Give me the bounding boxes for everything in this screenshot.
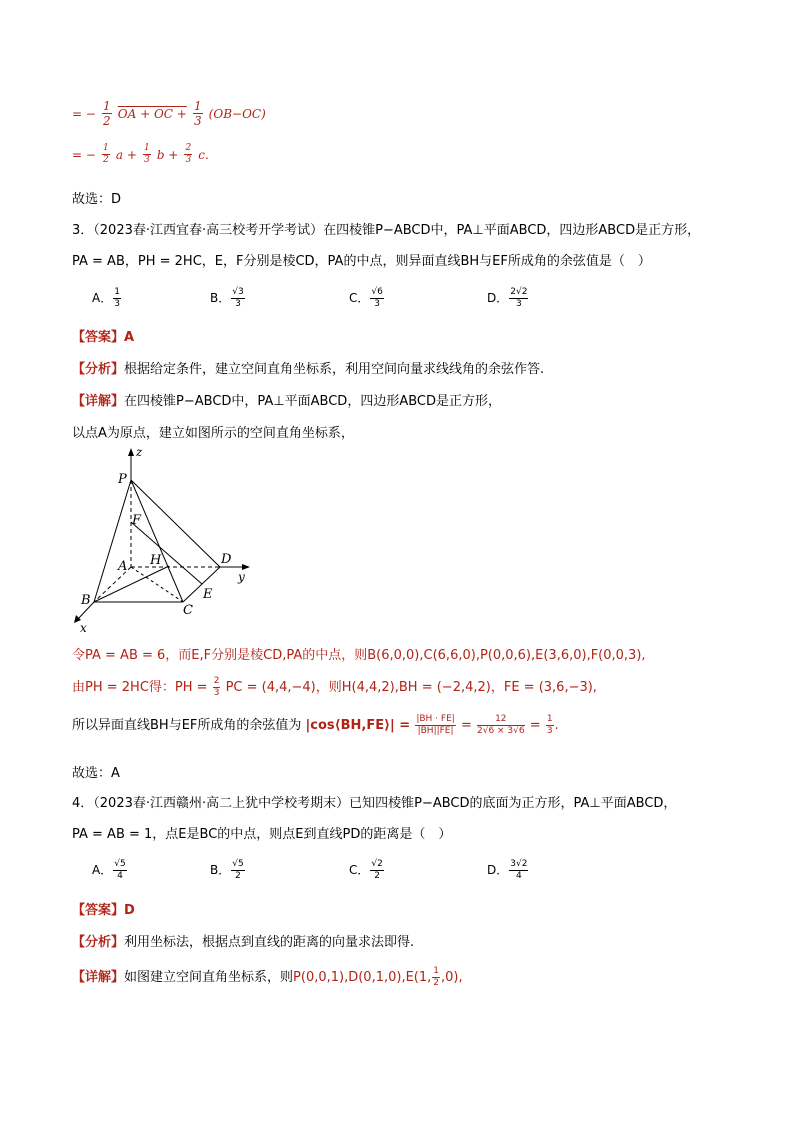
equation-line-2: = − $\frac{1}{2}$ a + $\frac{1}{3}$ b + $\frac{2}{3}$ c. <box>72 143 209 165</box>
q3-analysis: 【分析】根据给定条件，建立空间直角坐标系，利用空间向量求线线角的余弦作答. <box>72 362 545 377</box>
label-D: D <box>221 552 232 567</box>
q3-coords: 令PA = AB = 6，而E,F分别是棱CD,PA的中点，则B(6,0,0),C(6,6,0),P(0,0,6),E(3,6,0),F(0,0,3), <box>72 648 646 663</box>
q4-stem-line-2: PA = AB = 1，点E是BC的中点，则点E到直线PD的距离是（ ） <box>72 827 452 842</box>
q4-option-d[interactable]: D． $\frac{3√2}{4}$ <box>487 859 528 881</box>
label-y: y <box>238 570 245 584</box>
q4-option-b[interactable]: B． $\frac{√5}{2}$ <box>210 859 244 881</box>
fraction: $\frac{1}{3}$ <box>193 99 202 128</box>
q4-analysis: 【分析】利用坐标法，根据点到直线的距离的向量求法即得. <box>72 935 415 950</box>
label-C: C <box>183 603 193 618</box>
label-x: x <box>80 621 87 635</box>
label-B: B <box>81 593 91 608</box>
q3-detail-1: 【详解】在四棱锥P−ABCD中，PA⊥平面ABCD，四边形ABCD是正方形， <box>72 394 501 409</box>
q3-cosine-line: 所以异面直线BH与EF所成角的余弦值为 |cos⟨BH,FE⟩| = $\frac{|BH \cdot FE|}{|BH||FE|}$ = $\frac{12}{2√6 \times 3√6}$ = $\frac{1}{3}$ . <box>72 714 559 736</box>
q4-option-c[interactable]: C． $\frac{√2}{2}$ <box>349 859 383 881</box>
q4-detail: 【详解】如图建立空间直角坐标系，则P(0,0,1),D(0,1,0),E(1, $\frac{1}{2}$ ,0), <box>72 966 463 988</box>
fraction: $\frac{1}{2}$ <box>103 99 111 128</box>
q3-answer: 【答案】A <box>72 330 135 345</box>
label-E: E <box>203 587 213 602</box>
q4-option-a[interactable]: A． $\frac{√5}{4}$ <box>92 859 126 881</box>
equation-line-1: = − $\frac{1}{2}$ OA + OC + $\frac{1}{3}$ (OB−OC) <box>72 99 266 128</box>
q3-option-c[interactable]: C． $\frac{√6}{3}$ <box>349 287 383 309</box>
label-F: F <box>132 513 142 528</box>
label-A: A <box>118 559 128 574</box>
q3-detail-2: 以点A为原点，建立如图所示的空间直角坐标系， <box>72 426 354 441</box>
q4-answer: 【答案】D <box>72 903 135 918</box>
q3-vector-line: 由PH = 2HC得：PH = $\frac{2}{3}$ PC = (4,4,−4)，则H(4,4,2),BH = (−2,4,2)，FE = (3,6,−3), <box>72 676 597 698</box>
pyramid-figure <box>70 442 260 637</box>
q3-option-b[interactable]: B． $\frac{√3}{3}$ <box>210 287 244 309</box>
q3-stem-line-2: PA = AB，PH = 2HC，E，F分别是棱CD，PA的中点，则异面直线BH与EF所成角的余弦值是（ ） <box>72 254 651 269</box>
q3-option-a[interactable]: A． $\frac{1}{3}$ <box>92 287 120 309</box>
label-H: H <box>150 553 162 568</box>
label-z: z <box>136 445 143 459</box>
q3-final: 故选：A <box>72 766 120 781</box>
q4-stem-line-1: 4．（2023春·江西赣州·高二上犹中学校考期末）已知四棱锥P−ABCD的底面为正方形，PA⊥平面ABCD， <box>72 796 677 811</box>
label-P: P <box>118 472 127 487</box>
answer-line: 故选：D <box>72 192 122 207</box>
q3-option-d[interactable]: D． $\frac{2√2}{3}$ <box>487 287 528 309</box>
q3-stem-line-1: 3．（2023春·江西宜春·高三校考开学考试）在四棱锥P−ABCD中，PA⊥平面ABCD，四边形ABCD是正方形， <box>72 223 701 238</box>
